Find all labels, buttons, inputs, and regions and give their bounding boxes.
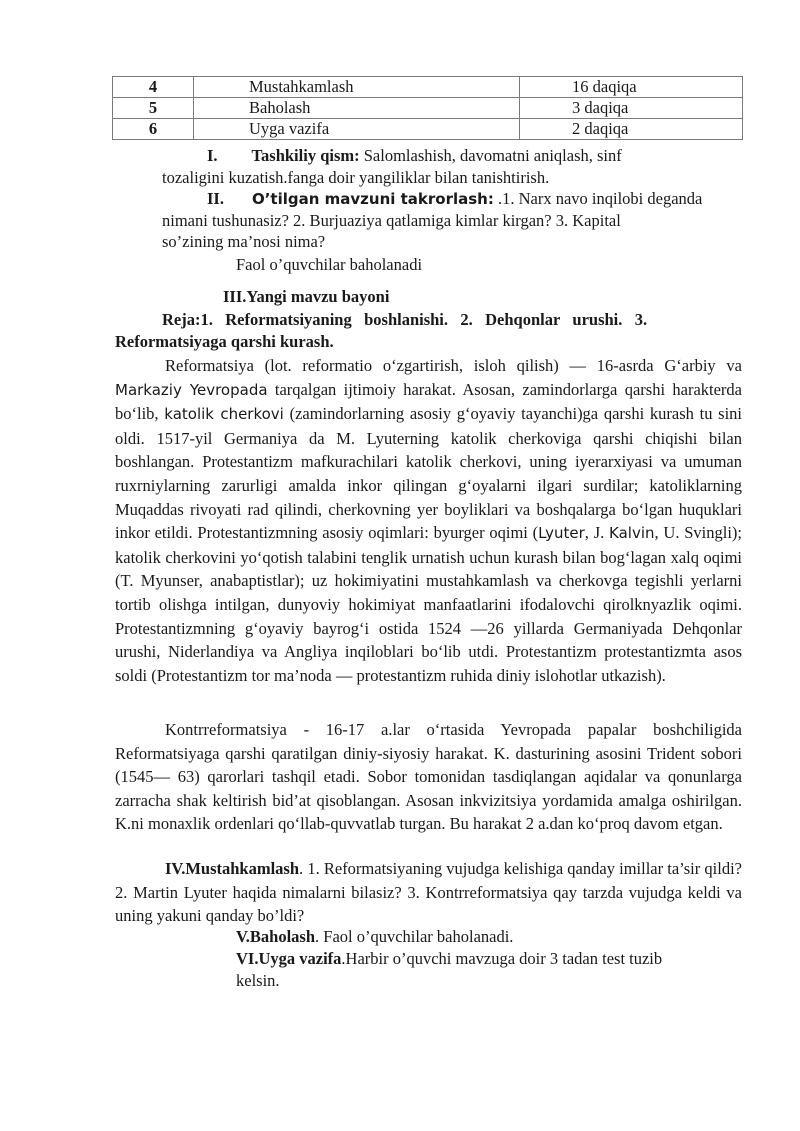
section-3-title: III.Yangi mavzu bayoni [223, 287, 390, 306]
duration-cell: 16 daqiqa [520, 77, 743, 98]
link-kalvin[interactable]: Kalvin [609, 524, 655, 543]
section-4-text: . 1. Reformatsiyaning vujudga kelishiga qanday imillar ta’sir qildi? 2. Martin Lyuter haqida nimalarni bilasiz? 3. Kontrreformatsiya qay tarzda vujudga keldi va uning yakuni qanday bo’ldi? [115, 859, 742, 926]
section-1-heading-line [207, 146, 622, 166]
section-4-title: IV.Mustahkamlash [165, 859, 300, 878]
section-2-title: O’tilgan mavzuni takrorlash: [251, 190, 494, 208]
table-row [113, 98, 743, 119]
table-row [113, 77, 743, 98]
para-1-part-d: , J. [584, 523, 610, 543]
section-3-plan-2: Reformatsiyaga qarshi kurash. [115, 332, 334, 351]
row-number-cell: 6 [113, 119, 194, 140]
section-2-text-4: Faol o’quvchilar baholanadi [236, 255, 423, 274]
link-markaziy-yevropa[interactable]: Markaziy Yevropada [115, 380, 268, 399]
section-6-title: VI.Uyga vazifa [236, 949, 342, 968]
section-5-title: V.Baholash [236, 927, 316, 946]
stage-name-cell: Mustahkamlash [194, 77, 520, 98]
row-number-cell: 5 [113, 98, 194, 119]
section-2-heading-line [207, 189, 702, 209]
section-2-text-1: .1. Narx navo inqilobi deganda [493, 189, 703, 208]
stage-name-cell: Uyga vazifa [194, 119, 520, 140]
section-1-text-2: tozaligini kuzatish.fanga doir yangiliklar bilan tanishtirish. [162, 168, 550, 187]
section-4-paragraph [115, 857, 742, 928]
section-2-roman: II. [207, 189, 224, 208]
para-1-part-a: Reformatsiya (lot. reformatio o‘zgartirish, isloh qilish) — 16-asrda G‘arbiy va [165, 356, 742, 375]
link-lyuter[interactable]: Lyuter [538, 524, 585, 543]
section-6-text-1: .Harbir o’quvchi mavzuga doir 3 tadan test tuzib [341, 949, 663, 968]
section-2-text-3: so’zining ma’nosi nima? [162, 232, 326, 251]
para-1-part-b: tarqalgan ijtimoiy harakat. Asosan, zamindorlarga qarshi harakterda bo‘lib, [115, 379, 742, 424]
duration-cell: 2 daqiqa [520, 119, 743, 140]
section-5-text: . Faol o’quvchilar baholanadi. [315, 927, 514, 946]
row-number-cell: 4 [113, 77, 194, 98]
duration-cell: 3 daqiqa [520, 98, 743, 119]
lesson-stages-table [112, 76, 743, 140]
section-1-title: Tashkiliy qism: [251, 146, 360, 165]
counter-reformation-paragraph: Kontrreformatsiya - 16-17 a.lar o‘rtasida Yevropada papalar boshchiligida Reformatsiyaga qarshi qaratilgan diniy-siyosiy harakat. K. dasturining asosini Trident sobori (1545— 63) qarorlari tashqil etadi. Sobor tomonidan tasdiqlangan aqidalar va qonunlarga zarracha shak keltirish bid’at qisoblangan. Asosan inkvizitsiya yordamida amalga oshirilgan. K.ni monaxlik ordenlari qo‘llab-quvvatlab turgan. Bu harakat 2 a.dan ko‘proq davom etgan. [115, 720, 742, 834]
reformation-paragraph [115, 354, 742, 687]
section-3-plan-1: Reja:1. Reformatsiyaning boshlanishi. 2. Dehqonlar urushi. 3. [162, 310, 648, 329]
section-6-line [236, 949, 662, 969]
section-1-text-1: Salomlashish, davomatni aniqlash, sinf [359, 146, 622, 165]
section-2-text-2: nimani tushunasiz? 2. Burjuaziya qatlamiga kimlar kirgan? 3. Kapital [162, 211, 621, 230]
para-1-part-e: , U. Svingli); katolik cherkovini yo‘qotish talabini tenglik urnatish uchun kurash bilan bog‘lagan xalq oqimi (T. Myunser, anabaptistlar); uz hokimiyatini mustahkamlash va cherkovga tegishli yerlarni tortib olishga intilgan, dunyoviy hokimiyat manfaatlarini ifodalovchi qirolknyazlik oqimi. Protestantizmning g‘oyaviy bayrog‘i ostida 1524 —26 yillarda Germaniyada Dehqonlar urushi, Niderlandiya va Angliya inqiloblari bo‘lib utdi. Protestantizm protestantizmta asos soldi (Protestantizm tor ma’noda — protestantizm ruhida diniy islohotlar utkazish). [115, 523, 742, 685]
section-1-roman: I. [207, 146, 218, 165]
section-6-text-2: kelsin. [236, 971, 280, 990]
section-5-line [236, 927, 513, 947]
para-1-part-c: (zamindorlarning asosiy g‘oyaviy tayanchi)ga qarshi kurash tu sini oldi. 1517-yil Germaniya da M. Lyuterning katolik cherkoviga qarshi chiqishi bilan boshlangan. Protestantizm mafkurachilari katolik cherkovi, uning iyerarxiyasi va umuman ruxrniylarning zarurligi amalda inkor qilingan g‘oyalarni ilgari surdilar; katoliklarning Muqaddas rivoyati rad qilindi, cherkovning yer boyliklari va boshqalarga bo‘lgan huquklari inkor etildi. Protestantizmning asosiy oqimlari: byurger oqimi ( [115, 404, 742, 543]
table-row [113, 119, 743, 140]
stage-name-cell: Baholash [194, 98, 520, 119]
link-katolik-cherkovi[interactable]: katolik cherkovi [164, 405, 284, 424]
